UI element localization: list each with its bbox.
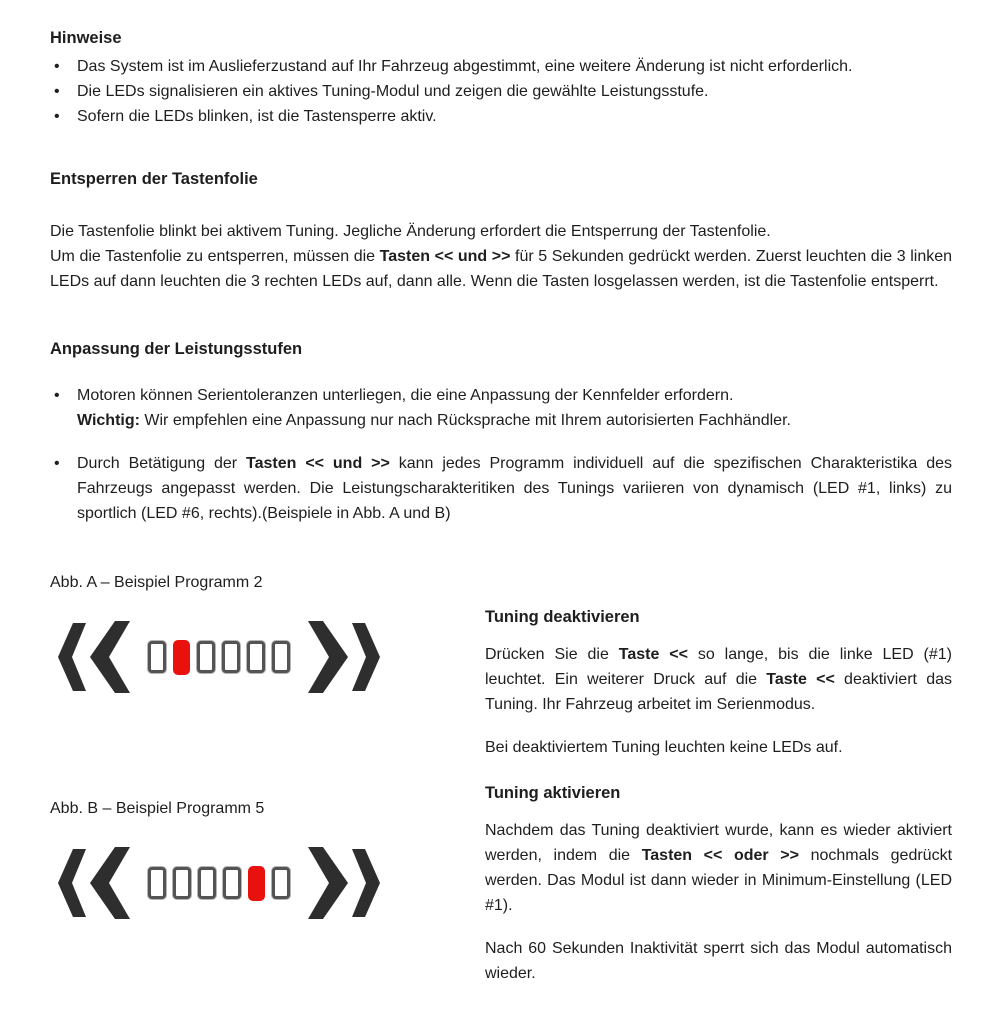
text: Drücken Sie die <box>485 646 619 663</box>
text: Nach 60 Sekunden Inaktivität sperrt sich das Modul automatisch wieder. <box>485 940 952 982</box>
text: Die LEDs signalisieren ein aktives Tuning-Modul und zeigen die gewählte Leistungsstufe. <box>77 83 709 100</box>
hinweise-bullet-3 <box>50 104 952 129</box>
anpassung-bullet-1 <box>50 383 952 433</box>
bullet-icon: • <box>54 455 60 472</box>
double-chevron-right-icon <box>302 620 380 694</box>
text: Sofern die LEDs blinken, ist die Tastensperre aktiv. <box>77 108 437 125</box>
led-indicator <box>148 641 166 673</box>
text: Durch Betätigung der <box>77 455 247 472</box>
led-indicator <box>197 641 215 673</box>
tuning-aktivieren-paragraph-1 <box>485 818 952 918</box>
section-anpassung <box>50 336 952 526</box>
text: Bei deaktiviertem Tuning leuchten keine LEDs auf. <box>485 739 843 756</box>
anpassung-title: Anpassung der Leistungsstufen <box>50 340 303 358</box>
led-active-indicator <box>248 866 265 901</box>
figures-and-tuning-area <box>50 570 952 986</box>
hinweise-bullet-1 <box>50 54 952 79</box>
anpassung-list <box>50 383 952 526</box>
bold-text: Taste << <box>618 646 688 663</box>
hinweise-bullet-2-text <box>77 79 952 104</box>
text: Die Tastenfolie blinkt bei aktivem Tuning. Jegliche Änderung erfordert die Entsperrung der Tastenfolie. <box>50 223 771 240</box>
entsperren-paragraph-1 <box>50 219 952 244</box>
section-hinweise <box>50 25 952 129</box>
tuning-aktivieren-title: Tuning aktivieren <box>485 784 621 802</box>
hinweise-bullet-1-text <box>77 54 952 79</box>
tuning-deaktivieren-paragraph-1 <box>485 642 952 717</box>
led-indicator <box>222 641 240 673</box>
anpassung-bullet-1-text <box>77 383 952 433</box>
led-indicator <box>272 867 290 899</box>
text: nochmals gedrückt werden. Das Modul ist dann wieder in Minimum-Einstellung (LED #1). <box>485 847 953 914</box>
hinweise-bullet-2 <box>50 79 952 104</box>
bullet-icon: • <box>54 108 60 125</box>
led-indicator <box>173 867 191 899</box>
entsperren-title: Entsperren der Tastenfolie <box>50 170 258 188</box>
tuning-deaktivieren-paragraph-2 <box>485 735 952 760</box>
text: deaktiviert das Tuning. Ihr Fahrzeug arbeitet im Serienmodus. <box>485 671 952 713</box>
figure-a-led-display <box>58 620 485 694</box>
bold-text: Tasten << oder >> <box>641 847 799 864</box>
text: kann jedes Programm individuell auf die spezifischen Charakteristika des Fahrzeugs angepasst werden. Die Leistungscharakteritiken des Tunings variieren von dynamisch (LED #1, links) zu sportlich (LED #6, rechts).(Beispiele in Abb. A und B) <box>77 455 952 522</box>
hinweise-title: Hinweise <box>50 29 122 47</box>
tuning-aktivieren-paragraph-2 <box>485 936 952 986</box>
text: Um die Tastenfolie zu entsperren, müssen die <box>50 248 380 265</box>
anpassung-bullet-2 <box>50 451 952 526</box>
anpassung-bullet-2-text <box>77 451 952 526</box>
figure-a-label: Abb. A – Beispiel Programm 2 <box>50 574 263 591</box>
led-row <box>148 640 290 675</box>
led-row <box>148 866 290 901</box>
text: für 5 Sekunden gedrückt werden. Zuerst leuchten die 3 linken LEDs auf dann leuchten die 3 rechten LEDs auf, dann alle. Wenn die Tasten losgelassen werden, ist die Tastenfolie entsperrt. <box>50 248 953 290</box>
figure-b-label: Abb. B – Beispiel Programm 5 <box>50 800 265 817</box>
text: so lange, bis die linke LED (#1) leuchtet. Ein weiterer Druck auf die <box>485 646 953 688</box>
led-indicator <box>148 867 166 899</box>
bullet-icon: • <box>54 83 60 100</box>
led-indicator <box>272 641 290 673</box>
text: Nachdem das Tuning deaktiviert wurde, kann es wieder aktiviert werden, indem die <box>485 822 952 864</box>
figure-b-led-display <box>58 846 485 920</box>
figures-column <box>50 570 485 986</box>
bold-text: Wichtig: <box>77 412 140 429</box>
bullet-icon: • <box>54 58 60 75</box>
tuning-column <box>485 570 952 986</box>
bold-text: Tasten << und >> <box>379 248 511 265</box>
text: Das System ist im Auslieferzustand auf Ihr Fahrzeug abgestimmt, eine weitere Änderung ist nicht erforderlich. <box>77 58 853 75</box>
hinweise-bullet-3-text <box>77 104 952 129</box>
double-chevron-right-icon <box>302 846 380 920</box>
led-indicator <box>247 641 265 673</box>
led-active-indicator <box>173 640 190 675</box>
section-entsperren <box>50 166 952 294</box>
entsperren-paragraph-2 <box>50 244 952 294</box>
led-indicator <box>223 867 241 899</box>
bold-text: Taste << <box>766 671 835 688</box>
bold-text: Tasten << und >> <box>246 455 390 472</box>
text: Motoren können Serientoleranzen unterliegen, die eine Anpassung der Kennfelder erfordern. <box>77 387 734 404</box>
bullet-icon: • <box>54 387 60 404</box>
double-chevron-left-icon <box>58 620 136 694</box>
tuning-deaktivieren-title: Tuning deaktivieren <box>485 608 640 626</box>
led-indicator <box>198 867 216 899</box>
double-chevron-left-icon <box>58 846 136 920</box>
text: Wir empfehlen eine Anpassung nur nach Rücksprache mit Ihrem autorisierten Fachhändler. <box>139 412 791 429</box>
